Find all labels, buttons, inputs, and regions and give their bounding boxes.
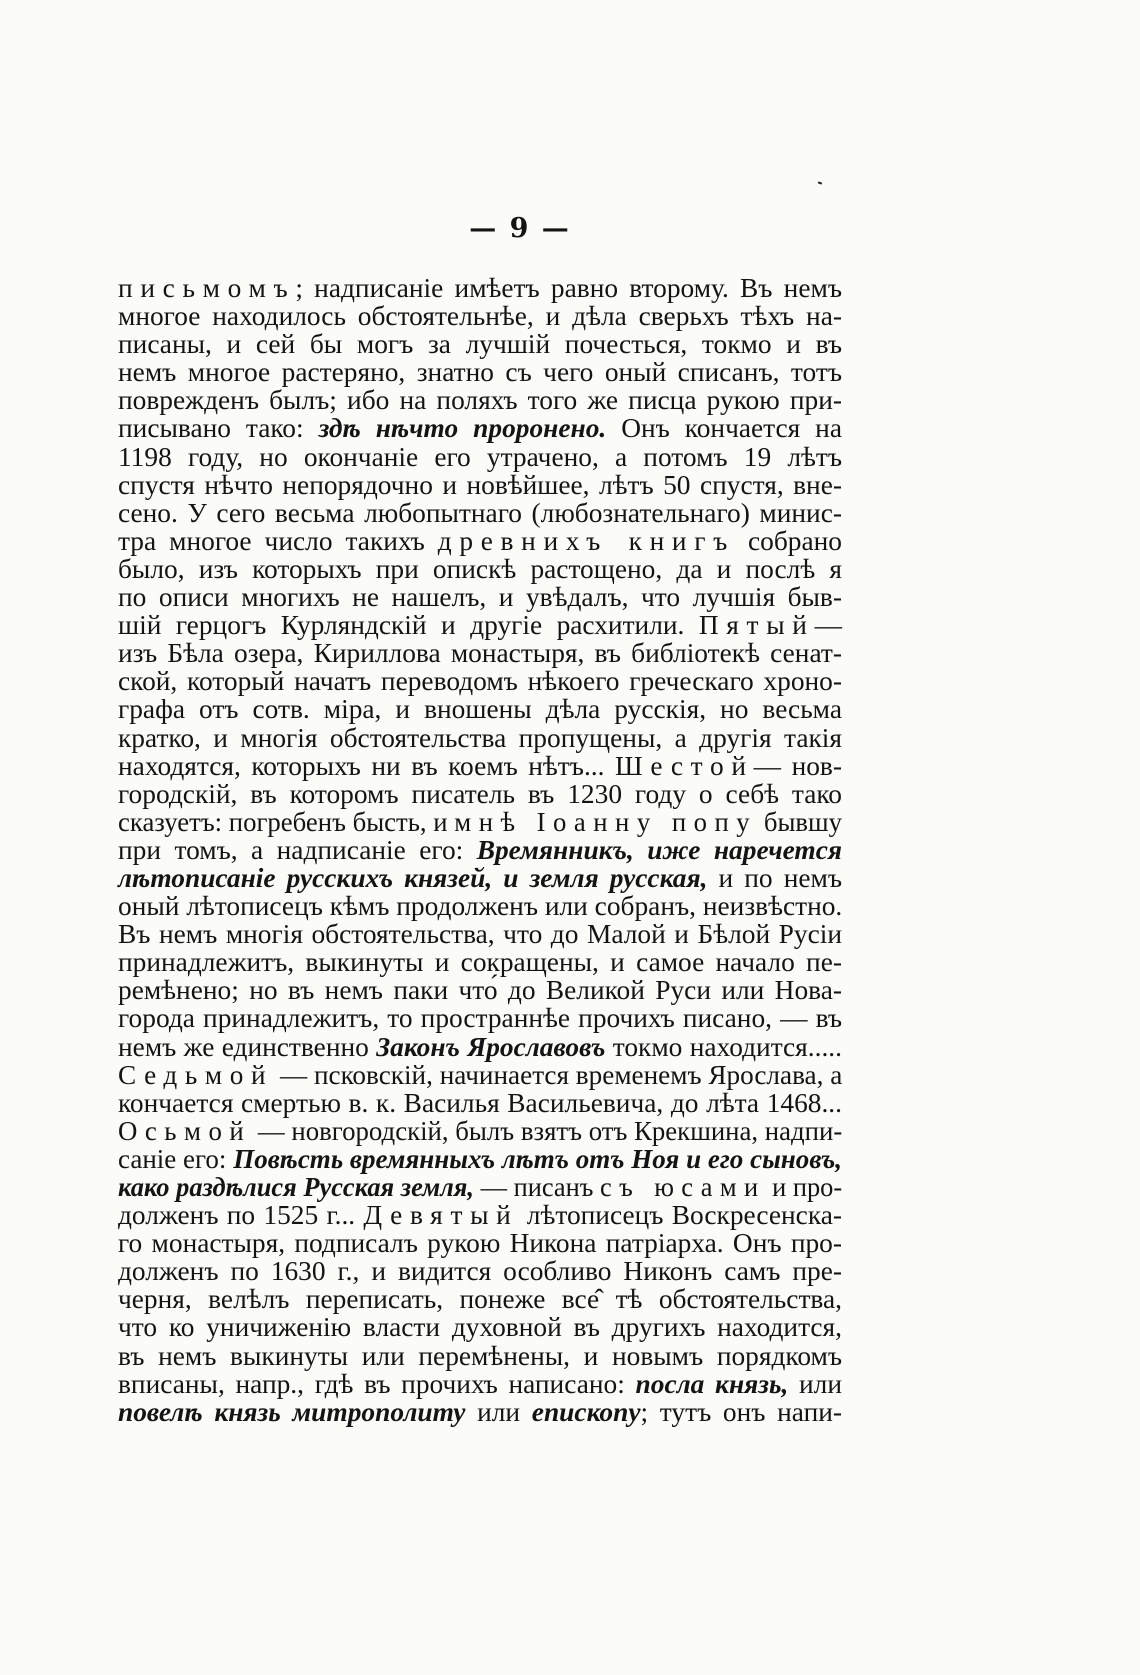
- italic-fragment: посла князь,: [635, 1368, 789, 1399]
- body-text: [118, 274, 842, 1426]
- text-fragment: находятся, которыхъ ни въ коемъ нѣтъ...: [118, 750, 616, 781]
- spaced-fragment: Шестой: [615, 750, 754, 781]
- text-fragment: немъ многое растеряно, знатно съ чего оный списанъ, тотъ: [118, 357, 842, 388]
- text-line: [118, 330, 842, 358]
- text-line: [118, 1257, 842, 1285]
- text-fragment: шій герцогъ Курляндскій и другіе расхитили.: [118, 610, 699, 641]
- text-fragment: тра многое число такихъ: [118, 525, 438, 556]
- text-line: [118, 752, 842, 780]
- text-fragment: при томъ, а надписаніе его:: [118, 834, 477, 865]
- text-line: [118, 1145, 842, 1173]
- text-fragment: —: [814, 610, 842, 641]
- spaced-fragment: Осьмой: [118, 1115, 252, 1146]
- text-line: [118, 836, 842, 864]
- text-fragment: кончается смертью в. к. Василья Васильевича, до лѣта 1468...: [118, 1087, 842, 1118]
- text-line: [118, 948, 842, 976]
- text-fragment: или: [788, 1368, 842, 1399]
- text-fragment: ; тутъ онъ напи-: [640, 1396, 843, 1427]
- text-fragment: го монастыря, подписалъ рукою Никона патріарха. Онъ про-: [118, 1228, 842, 1259]
- text-fragment: или: [465, 1396, 532, 1427]
- text-line: [118, 808, 842, 836]
- italic-fragment: Времянникъ, иже наречется: [476, 834, 842, 865]
- text-line: [118, 471, 842, 499]
- text-line: [118, 667, 842, 695]
- text-line: [118, 639, 842, 667]
- text-fragment: сказуетъ: погребенъ бысть, и: [118, 806, 455, 837]
- text-fragment: долженъ по 1630 г., и видится особливо Никонъ самъ пре-: [118, 1256, 842, 1287]
- text-line: [118, 499, 842, 527]
- text-fragment: 1198 году, но окончаніе его утрачено, а потомъ 19 лѣтъ: [118, 441, 842, 472]
- text-fragment: писывано тако:: [118, 413, 319, 444]
- ink-speck: [818, 181, 822, 184]
- spaced-fragment: Пятый: [698, 610, 815, 641]
- italic-fragment: епископу: [531, 1396, 641, 1427]
- text-fragment: по описи многихъ не нашелъ, и увѣдалъ, что лучшія быв-: [118, 582, 842, 613]
- text-line: [118, 443, 842, 471]
- text-fragment: — писанъ: [473, 1172, 601, 1202]
- text-fragment: многое находилось обстоятельнѣе, и дѣла сверьхъ тѣхъ на-: [118, 301, 842, 332]
- text-line: [118, 1201, 842, 1229]
- text-line: [118, 976, 842, 1004]
- text-fragment: Онъ кончается на: [606, 413, 842, 444]
- text-fragment: лѣтописецъ Воскресенска-: [518, 1200, 842, 1231]
- text-fragment: спустя нѣчто непорядочно и новѣйшее, лѣтъ 50 спустя, вне-: [118, 469, 842, 500]
- text-fragment: черня, велѣлъ переписать, понеже все̂ тѣ обстоятельства,: [118, 1284, 842, 1315]
- spaced-fragment: Девятый: [363, 1200, 519, 1231]
- text-fragment: сено. У сего весьма любопытнаго (любознательнаго) минис-: [118, 497, 842, 528]
- text-fragment: долженъ по 1525 г...: [118, 1200, 364, 1231]
- text-fragment: токмо находится.....: [605, 1031, 842, 1062]
- text-fragment: кратко, и многія обстоятельства пропущены, а другія такія: [118, 722, 842, 753]
- text-line: [118, 555, 842, 583]
- text-fragment: поврежденъ былъ; ибо на поляхъ того же писца рукою при-: [118, 385, 842, 416]
- text-fragment: ской, который начатъ переводомъ нѣкоего греческаго хроно-: [118, 666, 842, 697]
- spaced-fragment: съ юсами: [600, 1172, 766, 1202]
- text-line: [118, 1370, 842, 1398]
- text-line: [118, 724, 842, 752]
- text-fragment: вписаны, напр., гдѣ въ прочихъ написано:: [118, 1368, 636, 1399]
- text-fragment: принадлежитъ, выкинуты и сокращены, и самое начало пе-: [118, 947, 842, 978]
- italic-fragment: здѣ нѣчто проронено.: [318, 413, 607, 444]
- text-line: [118, 1173, 842, 1201]
- text-line: [118, 386, 842, 414]
- text-fragment: саніе его:: [118, 1143, 234, 1174]
- spaced-fragment: письмомъ: [118, 273, 296, 303]
- text-line: [118, 583, 842, 611]
- text-line: [118, 1089, 842, 1117]
- text-fragment: — псковскій, начинается временемъ Ярослава, а: [273, 1059, 843, 1090]
- text-line: [118, 1033, 842, 1061]
- text-fragment: графа отъ сотв. міра, и вношены дѣла русскія, но весьма: [118, 694, 842, 725]
- text-line: [118, 864, 842, 892]
- text-line: [118, 611, 842, 639]
- text-fragment: Въ немъ многія обстоятельства, что до Малой и Бѣлой Русіи: [118, 919, 842, 950]
- text-fragment: оный лѣтописецъ кѣмъ продолженъ или собранъ, неизвѣстно.: [118, 891, 843, 922]
- text-fragment: писаны, и сей бы могъ за лучшій почесться, токмо и въ: [118, 329, 842, 360]
- text-fragment: изъ Бѣла озера, Кириллова монастыря, въ библіотекѣ сенат-: [118, 638, 842, 669]
- text-fragment: ремѣнено; но въ немъ паки что́ до Великой Руси или Нова-: [118, 975, 842, 1006]
- text-line: [118, 1117, 842, 1145]
- text-line: [118, 695, 842, 723]
- italic-fragment: Повѣсть времянныхъ лѣтъ отъ Ноя и его сыновъ,: [233, 1143, 843, 1174]
- text-line: [118, 1285, 842, 1313]
- text-line: [118, 527, 842, 555]
- text-line: [118, 1229, 842, 1257]
- page-number: — 9 —: [469, 213, 571, 244]
- text-fragment: что ко уничиженію власти духовной въ другихъ находится,: [118, 1312, 842, 1343]
- text-line: [118, 1061, 842, 1089]
- spaced-fragment: мнѣ Іоанну попу: [454, 806, 758, 837]
- text-line: [118, 302, 842, 330]
- italic-fragment: Законъ Ярославовъ: [376, 1031, 606, 1062]
- text-fragment: было, изъ которыхъ при опискѣ растощено, да и послѣ я: [118, 553, 842, 584]
- text-line: [118, 414, 842, 442]
- text-line: [118, 1313, 842, 1341]
- text-fragment: собрано: [735, 525, 842, 556]
- italic-fragment: лѣтописаніе русскихъ князей, и земля русская,: [118, 862, 708, 893]
- text-line: [118, 358, 842, 386]
- italic-fragment: повелѣ князь митрополиту: [118, 1396, 466, 1427]
- text-fragment: бывшу: [757, 806, 842, 837]
- text-line: [118, 892, 842, 920]
- text-line: [118, 1342, 842, 1370]
- text-fragment: въ немъ выкинуты или перемѣнены, и новымъ порядкомъ: [118, 1340, 842, 1371]
- spaced-fragment: Седьмой: [118, 1059, 274, 1090]
- text-line: [118, 1004, 842, 1032]
- text-line: [118, 1398, 842, 1426]
- text-fragment: города принадлежитъ, то пространнѣе прочихъ писано, — въ: [118, 1003, 842, 1034]
- text-line: [118, 780, 842, 808]
- text-line: [118, 920, 842, 948]
- text-fragment: и про-: [765, 1172, 843, 1202]
- text-fragment: немъ же единственно: [118, 1031, 377, 1062]
- text-fragment: ; надписаніе имѣетъ равно второму. Въ немъ: [295, 273, 842, 303]
- text-line: [118, 274, 842, 302]
- italic-fragment: како раздѣлися Русская земля,: [118, 1172, 474, 1202]
- spaced-fragment: древнихъ книгъ: [437, 525, 736, 556]
- text-fragment: и по немъ: [707, 862, 843, 893]
- text-fragment: — нов-: [753, 750, 842, 781]
- text-fragment: — новгородскій, былъ взятъ отъ Крекшина, надпи-: [251, 1115, 843, 1146]
- text-fragment: городскій, въ которомъ писатель въ 1230 году о себѣ тако: [118, 778, 842, 809]
